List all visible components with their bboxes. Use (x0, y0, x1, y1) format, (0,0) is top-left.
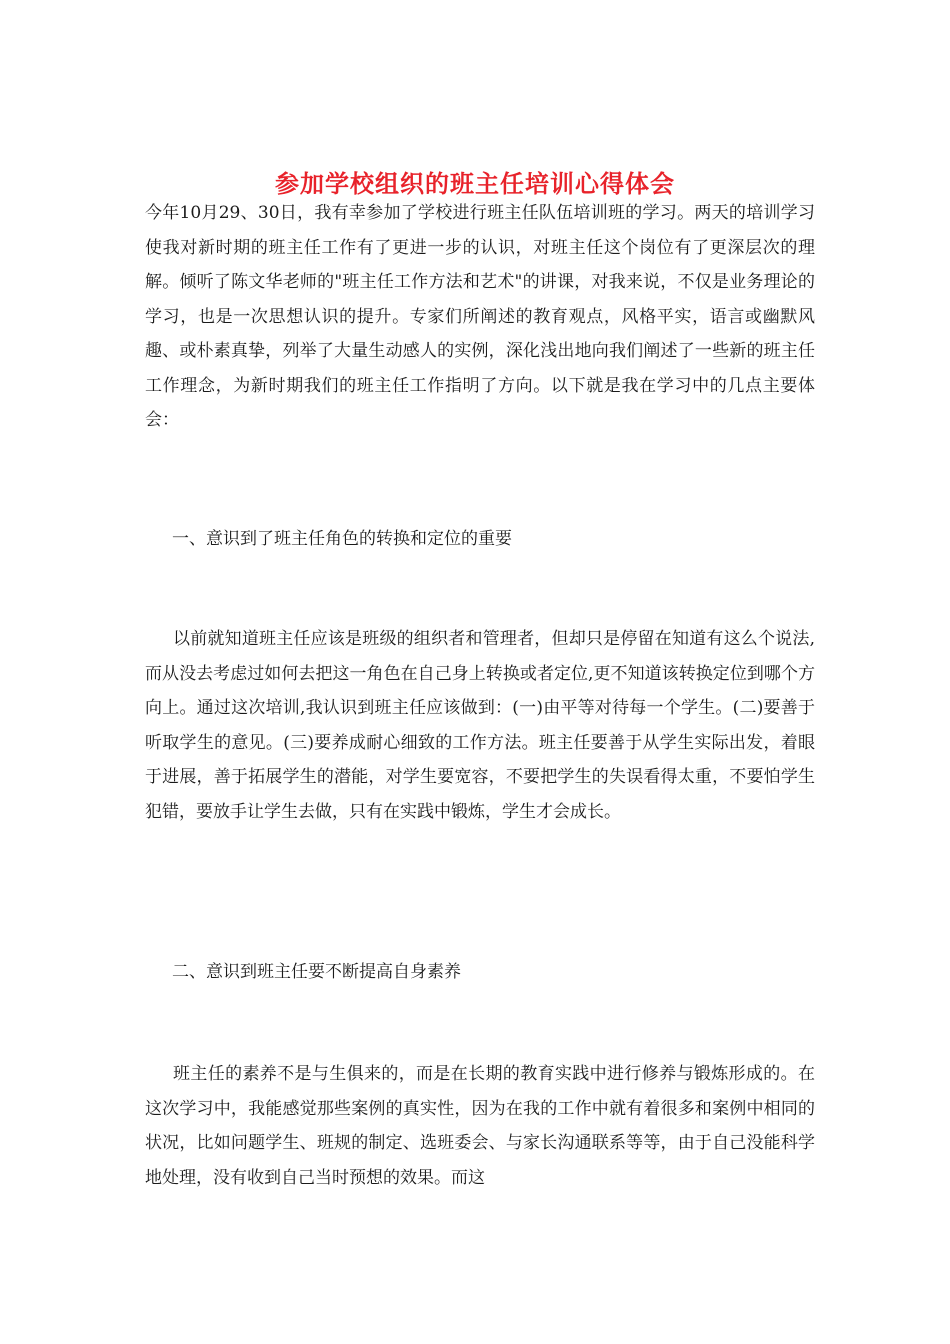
section-1-paragraph: 以前就知道班主任应该是班级的组织者和管理者，但却只是停留在知道有这么个说法,而从没去考虑过如何去把这一角色在自己身上转换或者定位,更不知道该转换定位到哪个方向上。通过这次培训,我认识到班主任应该做到：(一)由平等对待每一个学生。(二)要善于听取学生的意见。(三)要养成耐心细致的工作方法。班主任要善于从学生实际出发，着眼于进展，善于拓展学生的潜能，对学生要宽容，不要把学生的失误看得太重，不要怕学生犯错，要放手让学生去做，只有在实践中锻炼，学生才会成长。 (145, 629, 815, 822)
intro-paragraph: 今年10月29、30日，我有幸参加了学校进行班主任队伍培训班的学习。两天的培训学习使我对新时期的班主任工作有了更进一步的认识，对班主任这个岗位有了更深层次的理解。倾听了陈文华老师的"班主任工作方法和艺术"的讲课，对我来说，不仅是业务理论的学习，也是一次思想认识的提升。专家们所阐述的教育观点，风格平实，语言或幽默风趣、或朴素真挚，列举了大量生动感人的实例，深化浅出地向我们阐述了一些新的班主任工作理念，为新时期我们的班主任工作指明了方向。以下就是我在学习中的几点主要体会： (145, 203, 815, 430)
section-2-paragraph: 班主任的素养不是与生俱来的，而是在长期的教育实践中进行修养与锻炼形成的。在这次学习中，我能感觉那些案例的真实性，因为在我的工作中就有着很多和案例中相同的状况，比如问题学生、班规的制定、选班委会、与家长沟通联系等等，由于自己没能科学地处理，没有收到自己当时预想的效果。而这 (145, 1064, 815, 1188)
document-title: 参加学校组织的班主任培训心得体会 (275, 169, 675, 199)
section-1-heading: 一、意识到了班主任角色的转换和定位的重要 (172, 529, 512, 549)
section-2-heading: 二、意识到班主任要不断提高自身素养 (172, 962, 461, 982)
